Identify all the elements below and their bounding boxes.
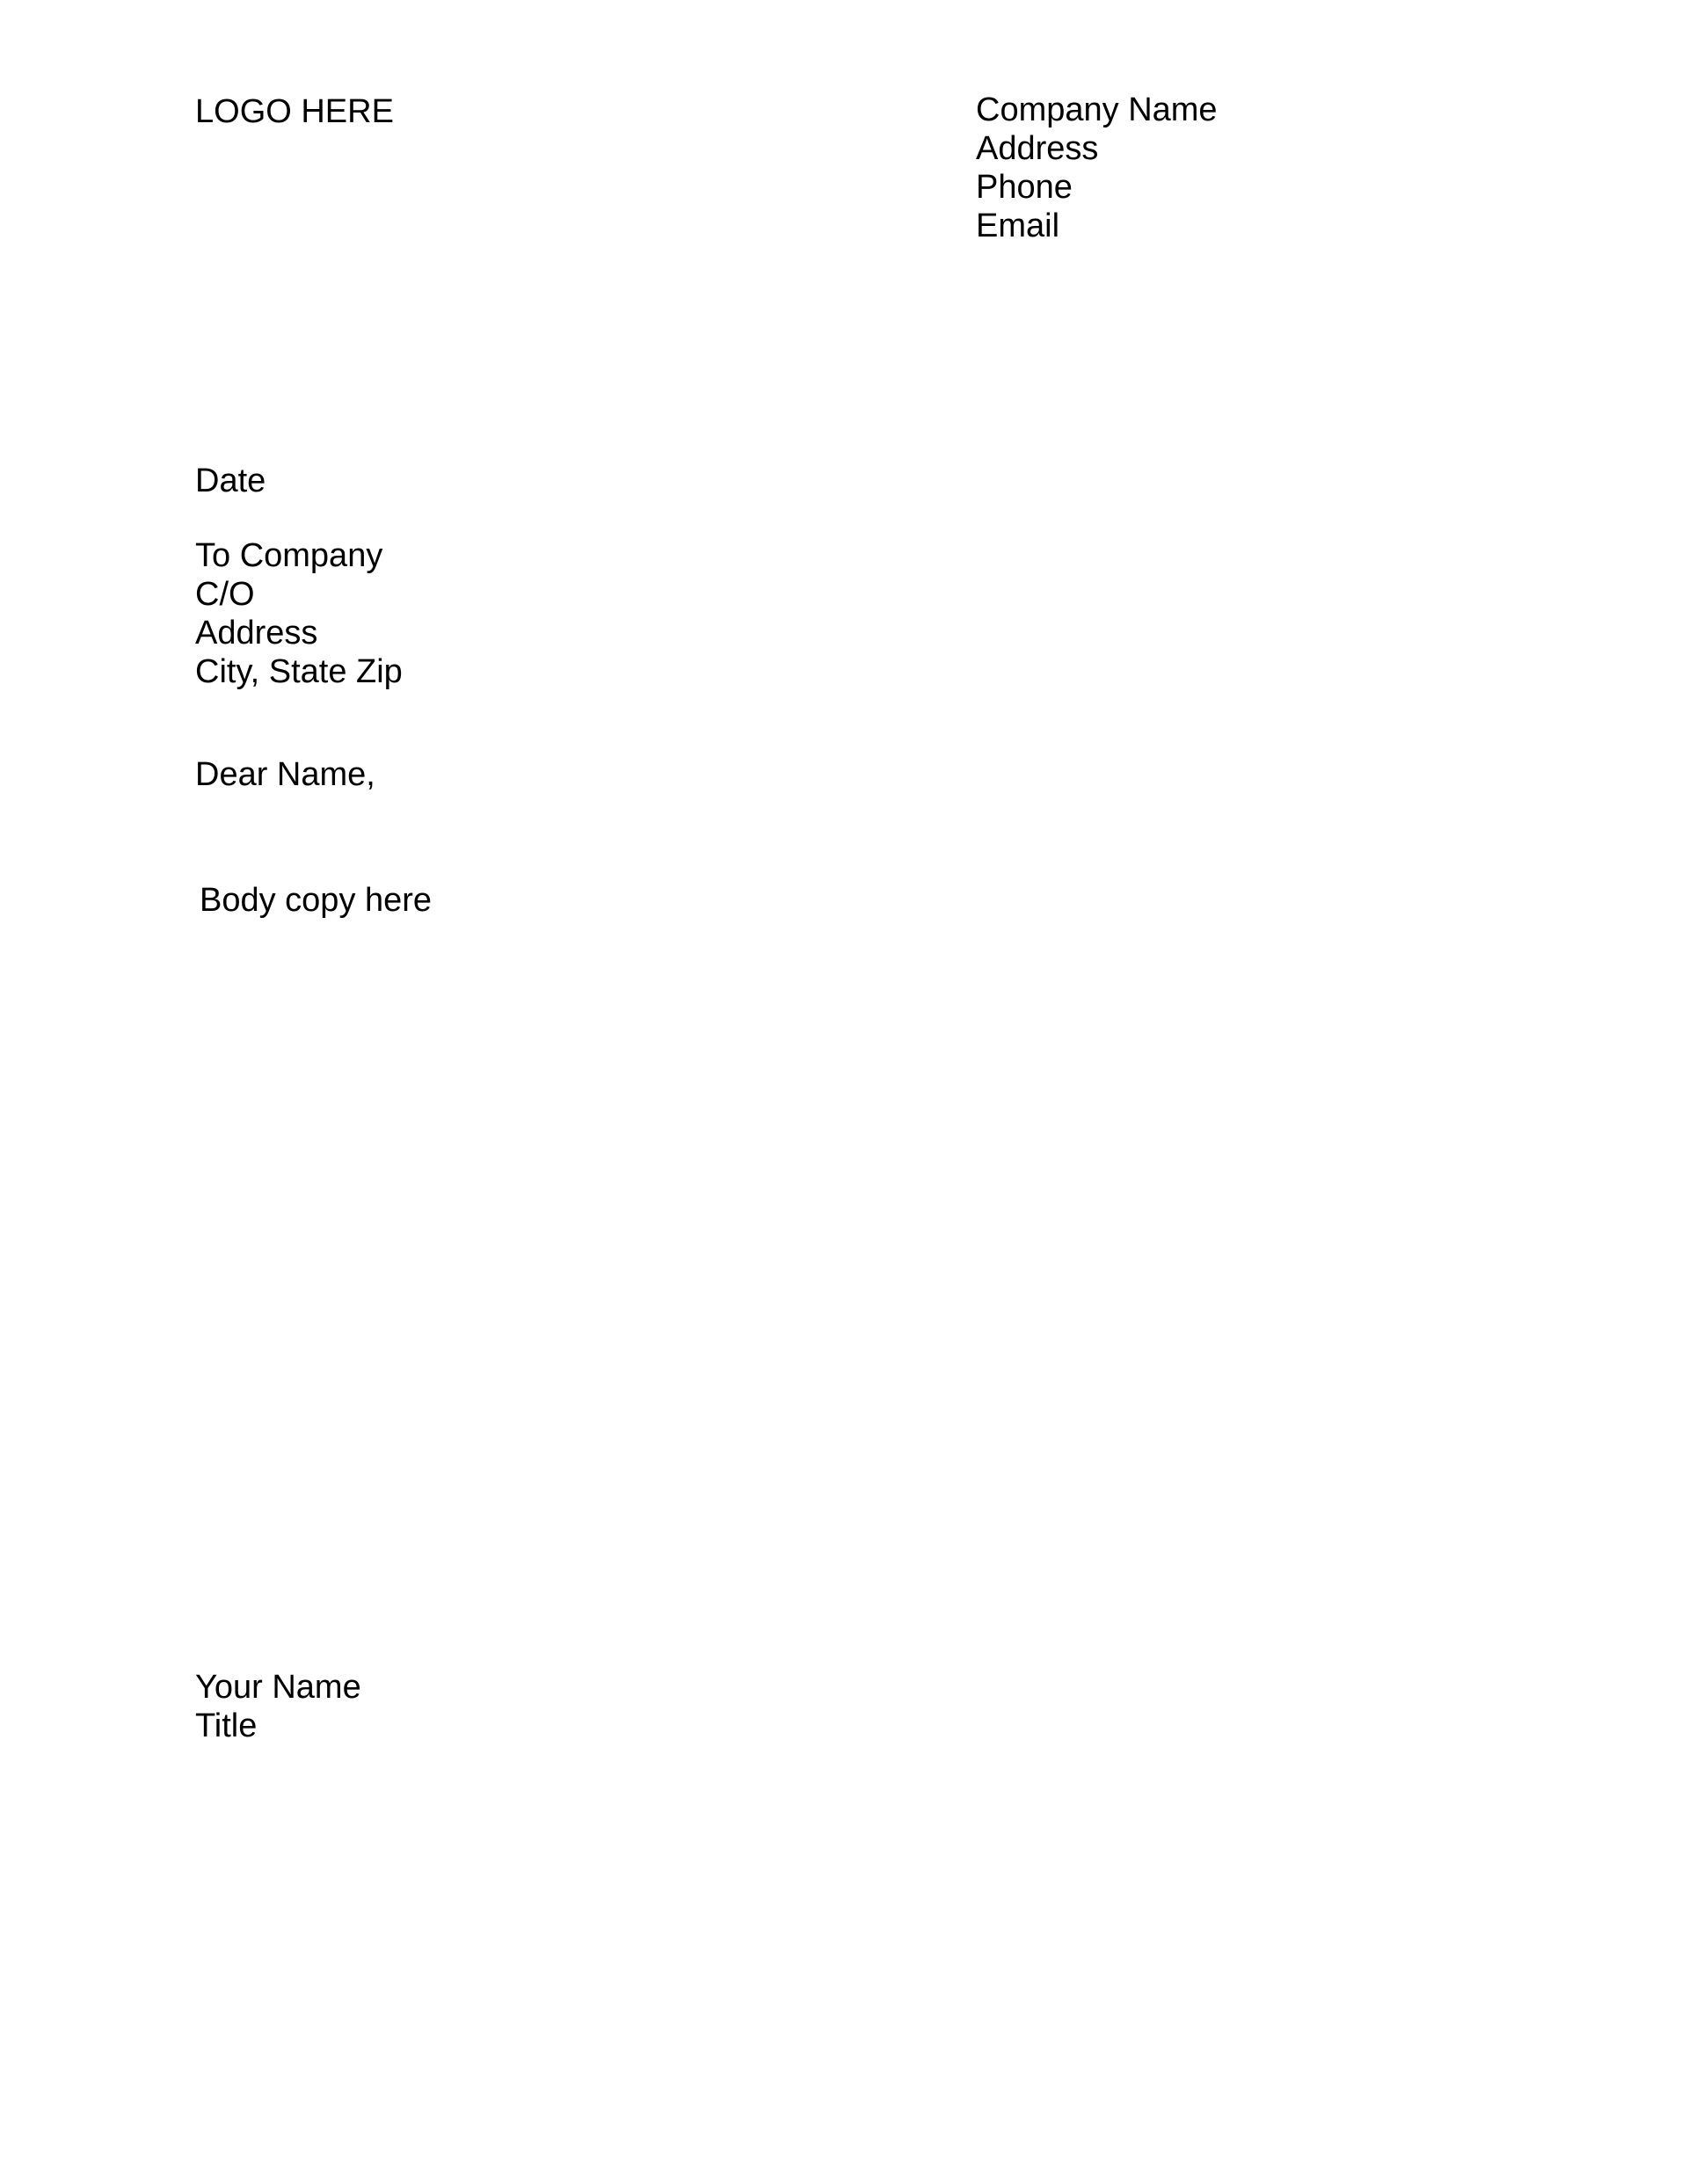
- sender-email: Email: [976, 207, 1060, 244]
- body-copy-block: [200, 881, 432, 920]
- signature-name: Your Name: [195, 1669, 361, 1706]
- signature-block: [195, 1668, 361, 1745]
- recipient-address-block: [195, 536, 403, 691]
- date-block: [195, 462, 266, 500]
- date-label: Date: [195, 462, 266, 499]
- sender-company-name: Company Name: [976, 91, 1218, 128]
- sender-address: Address: [976, 130, 1099, 167]
- salutation-block: [195, 755, 375, 794]
- salutation-text: Dear Name,: [195, 756, 375, 793]
- sender-phone: Phone: [976, 169, 1073, 206]
- body-copy-text: Body copy here: [200, 882, 433, 919]
- logo-placeholder-block: [195, 92, 394, 131]
- logo-placeholder-text: LOGO HERE: [195, 93, 394, 130]
- signature-title: Title: [195, 1707, 258, 1744]
- recipient-company: To Company: [195, 537, 383, 574]
- recipient-city-state-zip: City, State Zip: [195, 653, 403, 690]
- recipient-address: Address: [195, 615, 318, 652]
- sender-info-block: [976, 91, 1218, 245]
- recipient-care-of: C/O: [195, 576, 255, 613]
